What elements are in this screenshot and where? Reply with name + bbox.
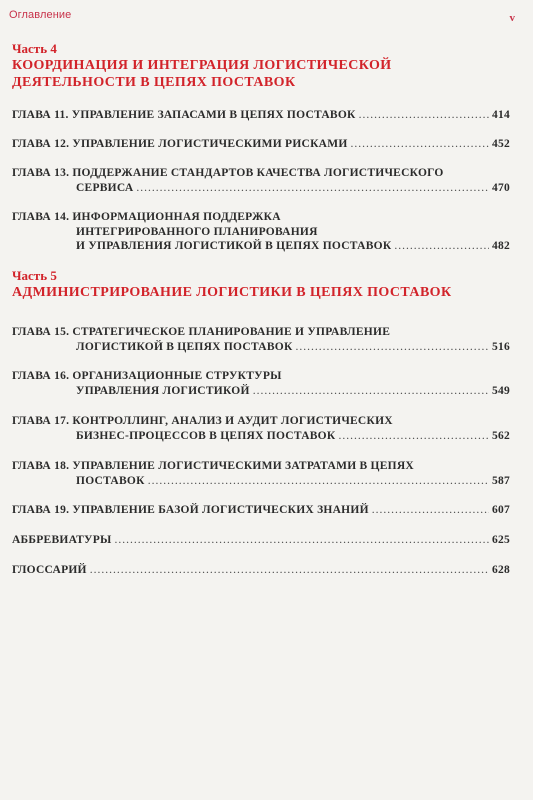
- toc-entry-page: 625: [492, 534, 510, 546]
- dot-leader: [372, 503, 489, 518]
- part-title-line: АДМИНИСТРИРОВАНИЕ ЛОГИСТИКИ В ЦЕПЯХ ПОСТАВОК: [12, 285, 452, 300]
- toc-entry-title-cont: ЛОГИСТИКОЙ В ЦЕПЯХ ПОСТАВОК: [76, 340, 293, 353]
- dot-leader: [296, 340, 489, 355]
- toc-entry[interactable]: [12, 210, 510, 254]
- dot-leader: [359, 108, 489, 123]
- toc-entry-page: 452: [492, 138, 510, 150]
- part-label: Часть 5: [12, 268, 57, 283]
- toc-entry[interactable]: [12, 108, 510, 123]
- part-heading: [12, 41, 521, 91]
- toc-entry-page: 470: [492, 181, 510, 194]
- dot-leader: [394, 239, 489, 254]
- toc-entry-title-cont: СЕРВИСА: [76, 181, 134, 194]
- dot-leader: [136, 181, 489, 196]
- running-head: Оглавление: [9, 9, 72, 21]
- toc-entry-title-cont: И УПРАВЛЕНИЯ ЛОГИСТИКОЙ В ЦЕПЯХ ПОСТАВОК: [76, 240, 392, 252]
- toc-entry[interactable]: [12, 533, 510, 548]
- toc-entry-page: 562: [492, 429, 510, 442]
- toc-entry-title: ГЛАВА 14. ИНФОРМАЦИОННАЯ ПОДДЕРЖКА: [12, 211, 281, 223]
- toc-entry-page: 587: [492, 474, 510, 487]
- toc-entry-title: ГЛАВА 13. ПОДДЕРЖАНИЕ СТАНДАРТОВ КАЧЕСТВА ЛОГИСТИЧЕСКОГО: [12, 167, 444, 179]
- toc-entry[interactable]: [12, 166, 510, 195]
- dot-leader: [253, 384, 489, 399]
- toc-entry-page: 414: [492, 109, 510, 121]
- part-title-line: КООРДИНАЦИЯ И ИНТЕГРАЦИЯ ЛОГИСТИЧЕСКОЙ: [12, 58, 392, 73]
- toc-entry[interactable]: [12, 137, 510, 152]
- toc-entry-title: ГЛАВА 18. УПРАВЛЕНИЕ ЛОГИСТИЧЕСКИМИ ЗАТРАТАМИ В ЦЕПЯХ: [12, 460, 414, 472]
- dot-leader: [351, 137, 489, 152]
- toc-entry-title: ГЛАВА 11. УПРАВЛЕНИЕ ЗАПАСАМИ В ЦЕПЯХ ПОСТАВОК: [12, 109, 356, 121]
- toc-entry-title: ГЛАВА 15. СТРАТЕГИЧЕСКОЕ ПЛАНИРОВАНИЕ И УПРАВЛЕНИЕ: [12, 326, 391, 338]
- part-title-line: ДЕЯТЕЛЬНОСТИ В ЦЕПЯХ ПОСТАВОК: [12, 75, 296, 90]
- toc-entry-title-cont: ИНТЕГРИРОВАННОГО ПЛАНИРОВАНИЯ: [76, 225, 318, 238]
- dot-leader: [90, 563, 489, 578]
- toc-entry[interactable]: [12, 503, 510, 518]
- toc-entry[interactable]: [12, 369, 510, 398]
- part-label: Часть 4: [12, 41, 57, 56]
- toc-entry-page: 516: [492, 340, 510, 353]
- toc-entry[interactable]: [12, 459, 510, 488]
- toc-entry-title: ГЛАВА 16. ОРГАНИЗАЦИОННЫЕ СТРУКТУРЫ: [12, 370, 282, 382]
- toc-entry-title-cont: БИЗНЕС-ПРОЦЕССОВ В ЦЕПЯХ ПОСТАВОК: [76, 429, 336, 442]
- dot-leader: [338, 429, 489, 444]
- dot-leader: [115, 533, 489, 548]
- toc-entry-title: ГЛОССАРИЙ: [12, 564, 87, 576]
- toc-entry-title: АББРЕВИАТУРЫ: [12, 534, 112, 546]
- toc-entry-page: 482: [492, 240, 510, 252]
- toc-entry-title-cont: ПОСТАВОК: [76, 474, 145, 487]
- toc-entry-page: 628: [492, 564, 510, 576]
- dot-leader: [148, 474, 489, 489]
- page-number: v: [509, 12, 515, 24]
- toc-entry-title: ГЛАВА 19. УПРАВЛЕНИЕ БАЗОЙ ЛОГИСТИЧЕСКИХ ЗНАНИЙ: [12, 504, 369, 516]
- toc-entry-title-cont: УПРАВЛЕНИЯ ЛОГИСТИКОЙ: [76, 384, 250, 397]
- toc-entry-page: 607: [492, 504, 510, 516]
- toc-entry-title: ГЛАВА 12. УПРАВЛЕНИЕ ЛОГИСТИЧЕСКИМИ РИСКАМИ: [12, 138, 348, 150]
- toc-entry-title: ГЛАВА 17. КОНТРОЛЛИНГ, АНАЛИЗ И АУДИТ ЛОГИСТИЧЕСКИХ: [12, 415, 393, 427]
- toc-entry[interactable]: [12, 414, 510, 443]
- toc-entry[interactable]: [12, 325, 510, 354]
- toc-entry-page: 549: [492, 384, 510, 397]
- toc-entry[interactable]: [12, 563, 510, 578]
- part-heading: [12, 268, 521, 301]
